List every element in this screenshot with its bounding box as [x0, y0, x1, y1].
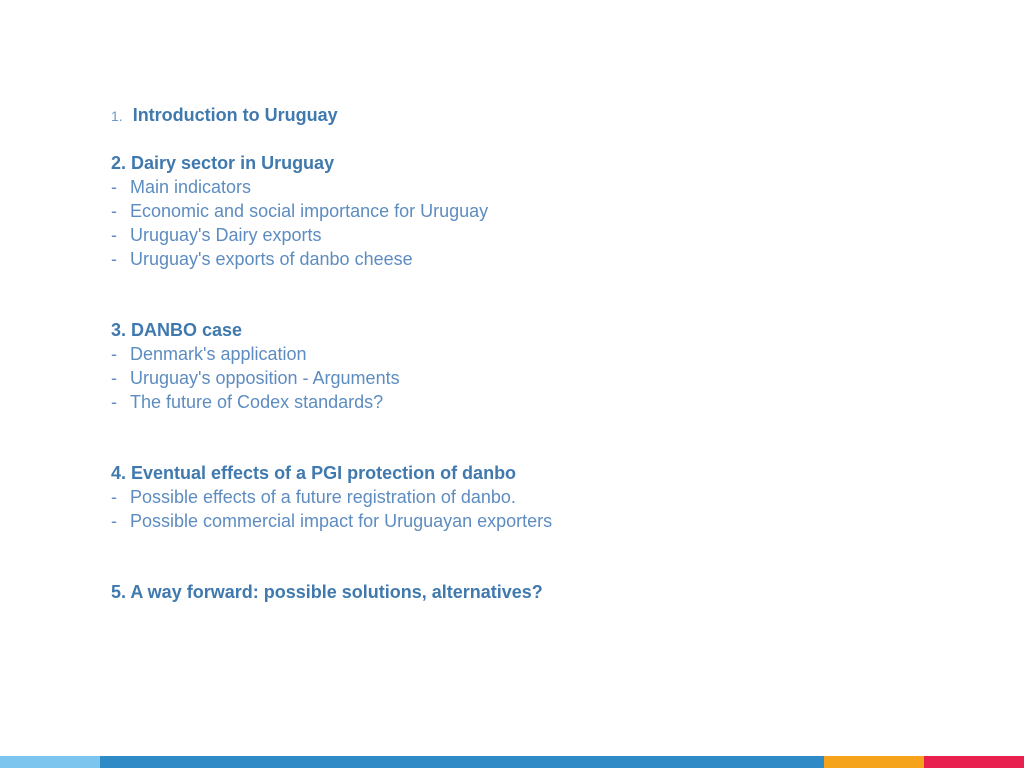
list-item [111, 247, 971, 271]
footer-color-bar [0, 756, 1024, 768]
list-item [111, 199, 971, 223]
footer-segment-orange [824, 756, 924, 768]
list-item-text: Economic and social importance for Uruguay [130, 201, 489, 221]
bullet-dash: - [111, 201, 117, 221]
agenda-section-4 [111, 461, 971, 533]
section-heading: 5. A way forward: possible solutions, alternatives? [111, 582, 543, 602]
list-item-text: The future of Codex standards? [130, 392, 384, 412]
agenda-section-2 [111, 151, 971, 271]
list-item [111, 390, 971, 414]
list-item [111, 223, 971, 247]
bullet-dash: - [111, 249, 117, 269]
section-heading: 4. Eventual effects of a PGI protection of danbo [111, 463, 517, 483]
footer-segment-red [924, 756, 1024, 768]
agenda-section-1 [111, 103, 971, 128]
list-item-text: Uruguay's exports of danbo cheese [130, 249, 413, 269]
list-item [111, 509, 971, 533]
bullet-dash: - [111, 392, 117, 412]
section-title: Introduction to Uruguay [132, 105, 338, 125]
bullet-dash: - [111, 487, 117, 507]
section-number: 1. [111, 108, 123, 124]
bullet-dash: - [111, 177, 117, 197]
bullet-dash: - [111, 344, 117, 364]
footer-segment-blue [100, 756, 824, 768]
list-item-text: Main indicators [130, 177, 252, 197]
agenda [111, 103, 971, 604]
bullet-dash: - [111, 368, 117, 388]
agenda-section-3 [111, 318, 971, 414]
list-item [111, 485, 971, 509]
bullet-dash: - [111, 225, 117, 245]
list-item-text: Uruguay's Dairy exports [130, 225, 322, 245]
list-item-text: Possible commercial impact for Uruguayan exporters [130, 511, 553, 531]
list-item-text: Denmark's application [130, 344, 307, 364]
agenda-section-5 [111, 580, 971, 604]
list-item [111, 175, 971, 199]
bullet-dash: - [111, 511, 117, 531]
section-heading [111, 103, 971, 128]
section-heading: 3. DANBO case [111, 320, 243, 340]
footer-segment-light-blue [0, 756, 100, 768]
section-heading: 2. Dairy sector in Uruguay [111, 153, 335, 173]
list-item [111, 366, 971, 390]
list-item-text: Possible effects of a future registration of danbo. [130, 487, 516, 507]
list-item-text: Uruguay's opposition - Arguments [130, 368, 400, 388]
list-item [111, 342, 971, 366]
